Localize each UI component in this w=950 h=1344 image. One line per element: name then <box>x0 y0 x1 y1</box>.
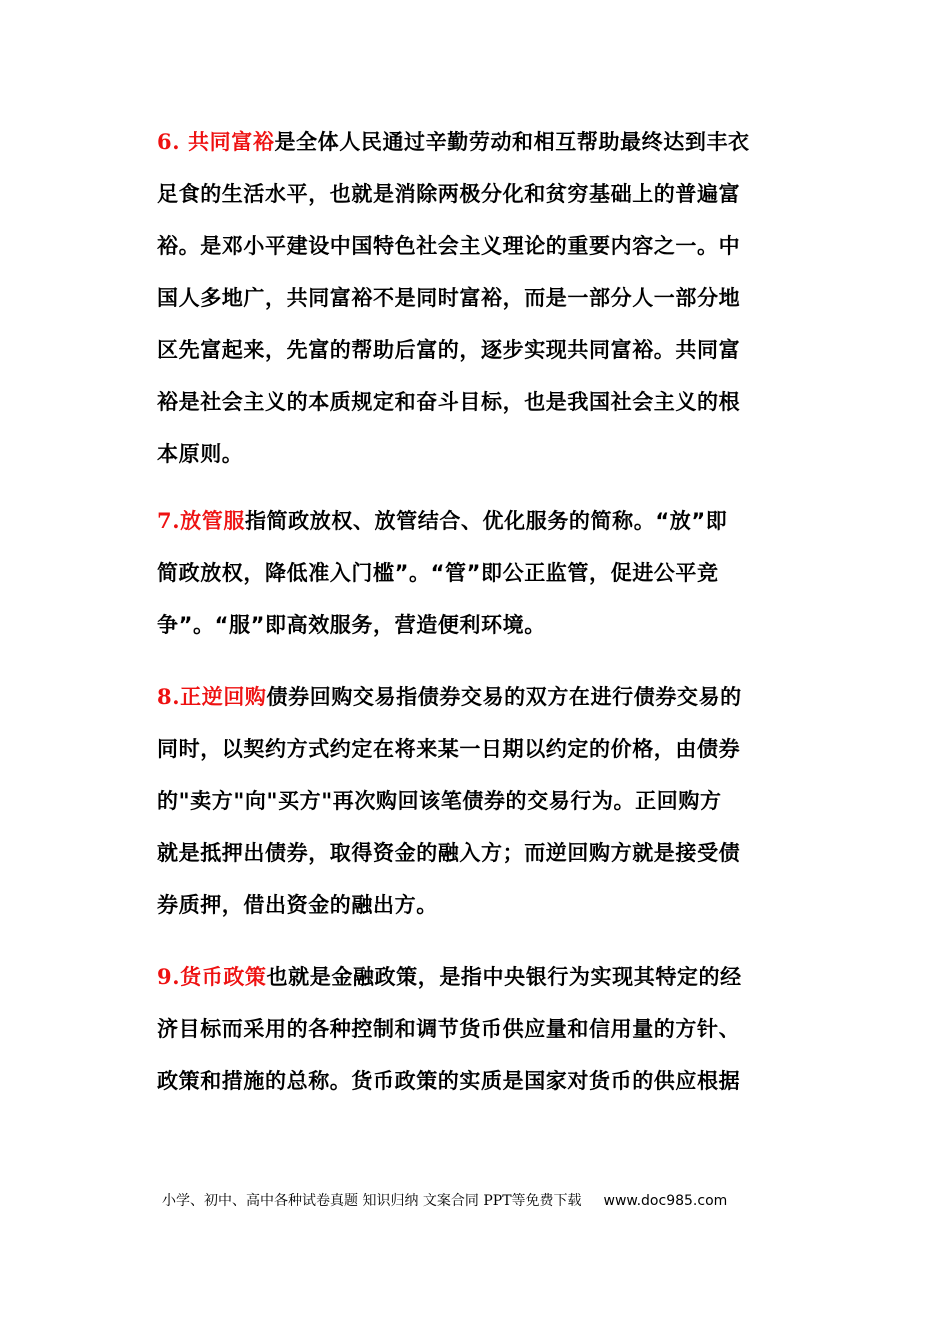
entry-line: 裕。是邓小平建设中国特色社会主义理论的重要内容之一。中 <box>157 234 741 258</box>
entry-line <box>157 495 797 547</box>
entry-line: 裕是社会主义的本质规定和奋斗目标，也是我国社会主义的根 <box>157 390 741 414</box>
entry-term: 放管服 <box>180 509 245 533</box>
entry-number: 9. <box>157 964 181 989</box>
entry-line: 争”。“服”即高效服务，营造便利环境。 <box>157 613 546 637</box>
entry-line <box>157 116 797 168</box>
entry-term: 货币政策 <box>180 965 267 989</box>
entry-term: 共同富裕 <box>188 130 275 154</box>
footer-website: www.doc985.com <box>603 1193 728 1209</box>
entry-number: 8. <box>157 684 181 709</box>
entry-number: 7. <box>157 508 181 533</box>
entry-line: 济目标而采用的各种控制和调节货币供应量和信用量的方针、 <box>157 1017 741 1041</box>
entry-fangguanfu <box>157 495 797 651</box>
entry-text: 是全体人民通过辛勤劳动和相互帮助最终达到丰衣 <box>274 130 750 154</box>
entry-term: 正逆回购 <box>180 685 267 709</box>
entry-line: 券质押，借出资金的融出方。 <box>157 893 438 917</box>
footer-note: 小学、初中、高中各种试卷真题 知识归纳 文案合同 PPT等免费下载 <box>162 1193 582 1209</box>
entry-common-prosperity <box>157 116 797 480</box>
entry-line: 本原则。 <box>157 442 244 466</box>
entry-line: 的"卖方"向"买方"再次购回该笔债券的交易行为。正回购方 <box>157 789 722 813</box>
entry-line <box>157 671 797 723</box>
entry-text: 债券回购交易指债券交易的双方在进行债券交易的 <box>266 685 742 709</box>
entry-line: 政策和措施的总称。货币政策的实质是国家对货币的供应根据 <box>157 1069 741 1093</box>
page-footer <box>162 1189 727 1213</box>
entry-line: 同时，以契约方式约定在将来某一日期以约定的价格，由债券 <box>157 737 741 761</box>
entry-monetary-policy <box>157 951 797 1107</box>
entry-line: 简政放权，降低准入门槛”。“管”即公正监管，促进公平竞 <box>157 561 719 585</box>
entry-line: 就是抵押出债券，取得资金的融入方；而逆回购方就是接受债 <box>157 841 741 865</box>
entry-line <box>157 951 797 1003</box>
entry-text: 指简政放权、放管结合、优化服务的简称。“放”即 <box>244 509 728 533</box>
entry-line: 区先富起来，先富的帮助后富的，逐步实现共同富裕。共同富 <box>157 338 741 362</box>
entry-line: 足食的生活水平，也就是消除两极分化和贫穷基础上的普遍富 <box>157 182 741 206</box>
entry-text: 也就是金融政策，是指中央银行为实现其特定的经 <box>266 965 742 989</box>
entry-line: 国人多地广，共同富裕不是同时富裕，而是一部分人一部分地 <box>157 286 741 310</box>
entry-number: 6. <box>157 129 189 154</box>
entry-repo <box>157 671 797 931</box>
